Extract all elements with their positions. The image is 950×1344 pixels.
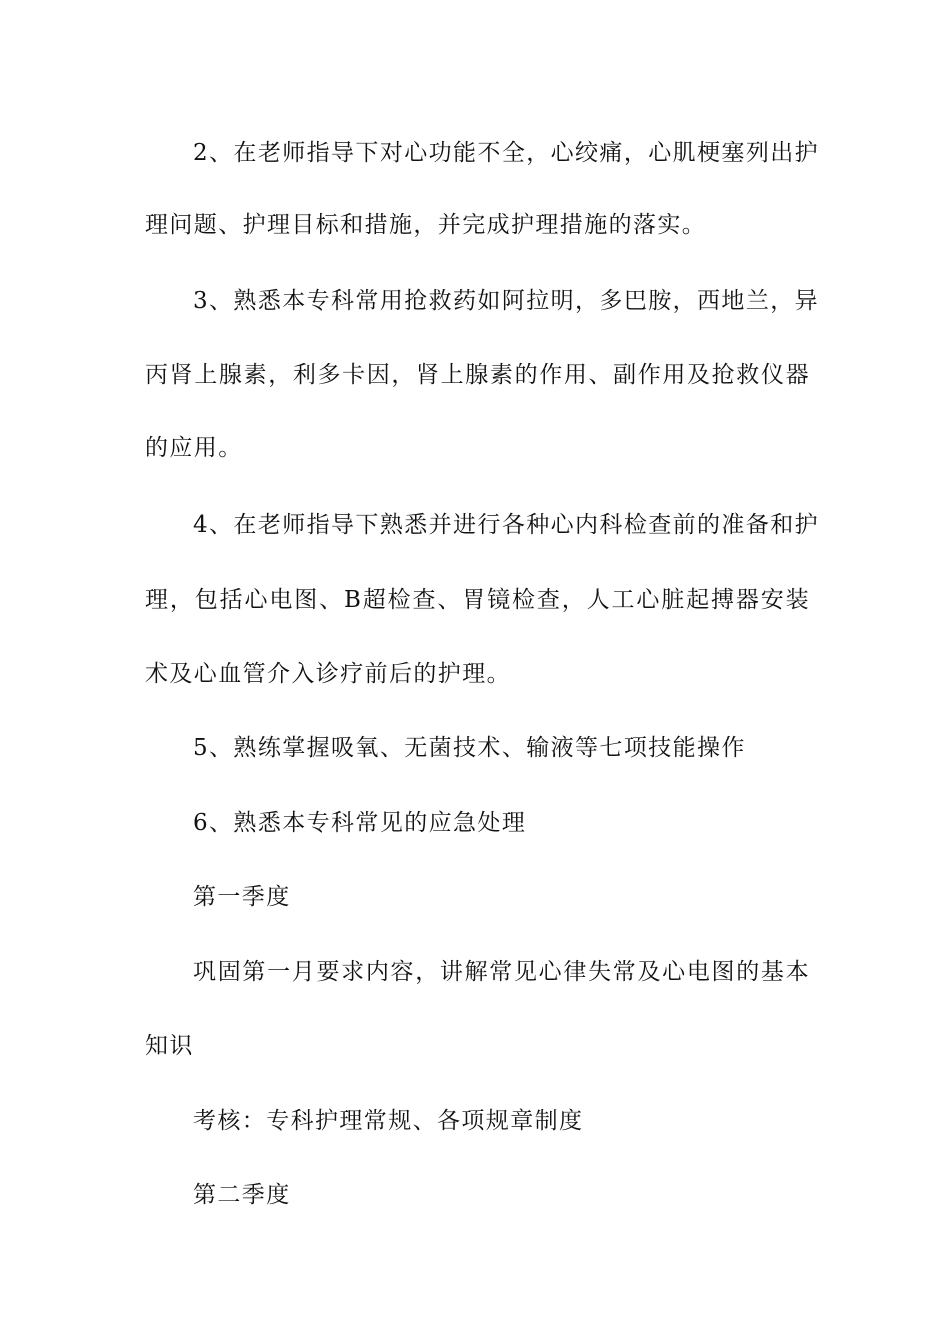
q1-content-line-1: 巩固第一月要求内容，讲解常见心律失常及心电图的基本 <box>193 959 810 985</box>
item-3-line-2: 丙肾上腺素，利多卡因，肾上腺素的作用、副作用及抢救仪器 <box>145 362 810 388</box>
q1-content-line-2: 知识 <box>145 1033 194 1059</box>
item-2-line-2: 理问题、护理目标和措施，并完成护理措施的落实。 <box>145 212 707 238</box>
section-heading-q1: 第一季度 <box>193 884 291 910</box>
q1-assessment-line: 考核：专科护理常规、各项规章制度 <box>193 1108 584 1134</box>
item-6-line: 6、熟悉本专科常见的应急处理 <box>193 810 527 836</box>
item-3-line-1: 3、熟悉本专科常用抢救药如阿拉明，多巴胺，西地兰，异 <box>193 288 820 314</box>
item-5-line: 5、熟练掌握吸氧、无菌技术、输液等七项技能操作 <box>193 735 746 761</box>
section-heading-q2: 第二季度 <box>193 1182 291 1208</box>
item-2-line-1: 2、在老师指导下对心功能不全，心绞痛，心肌梗塞列出护 <box>193 140 820 166</box>
item-4-line-3: 术及心血管介入诊疗前后的护理。 <box>145 661 511 687</box>
item-3-line-3: 的应用。 <box>145 435 243 461</box>
item-4-line-1: 4、在老师指导下熟悉并进行各种心内科检查前的准备和护 <box>193 512 820 538</box>
item-4-line-2: 理，包括心电图、B超检查、胃镜检查，人工心脏起搏器安装 <box>145 587 810 613</box>
